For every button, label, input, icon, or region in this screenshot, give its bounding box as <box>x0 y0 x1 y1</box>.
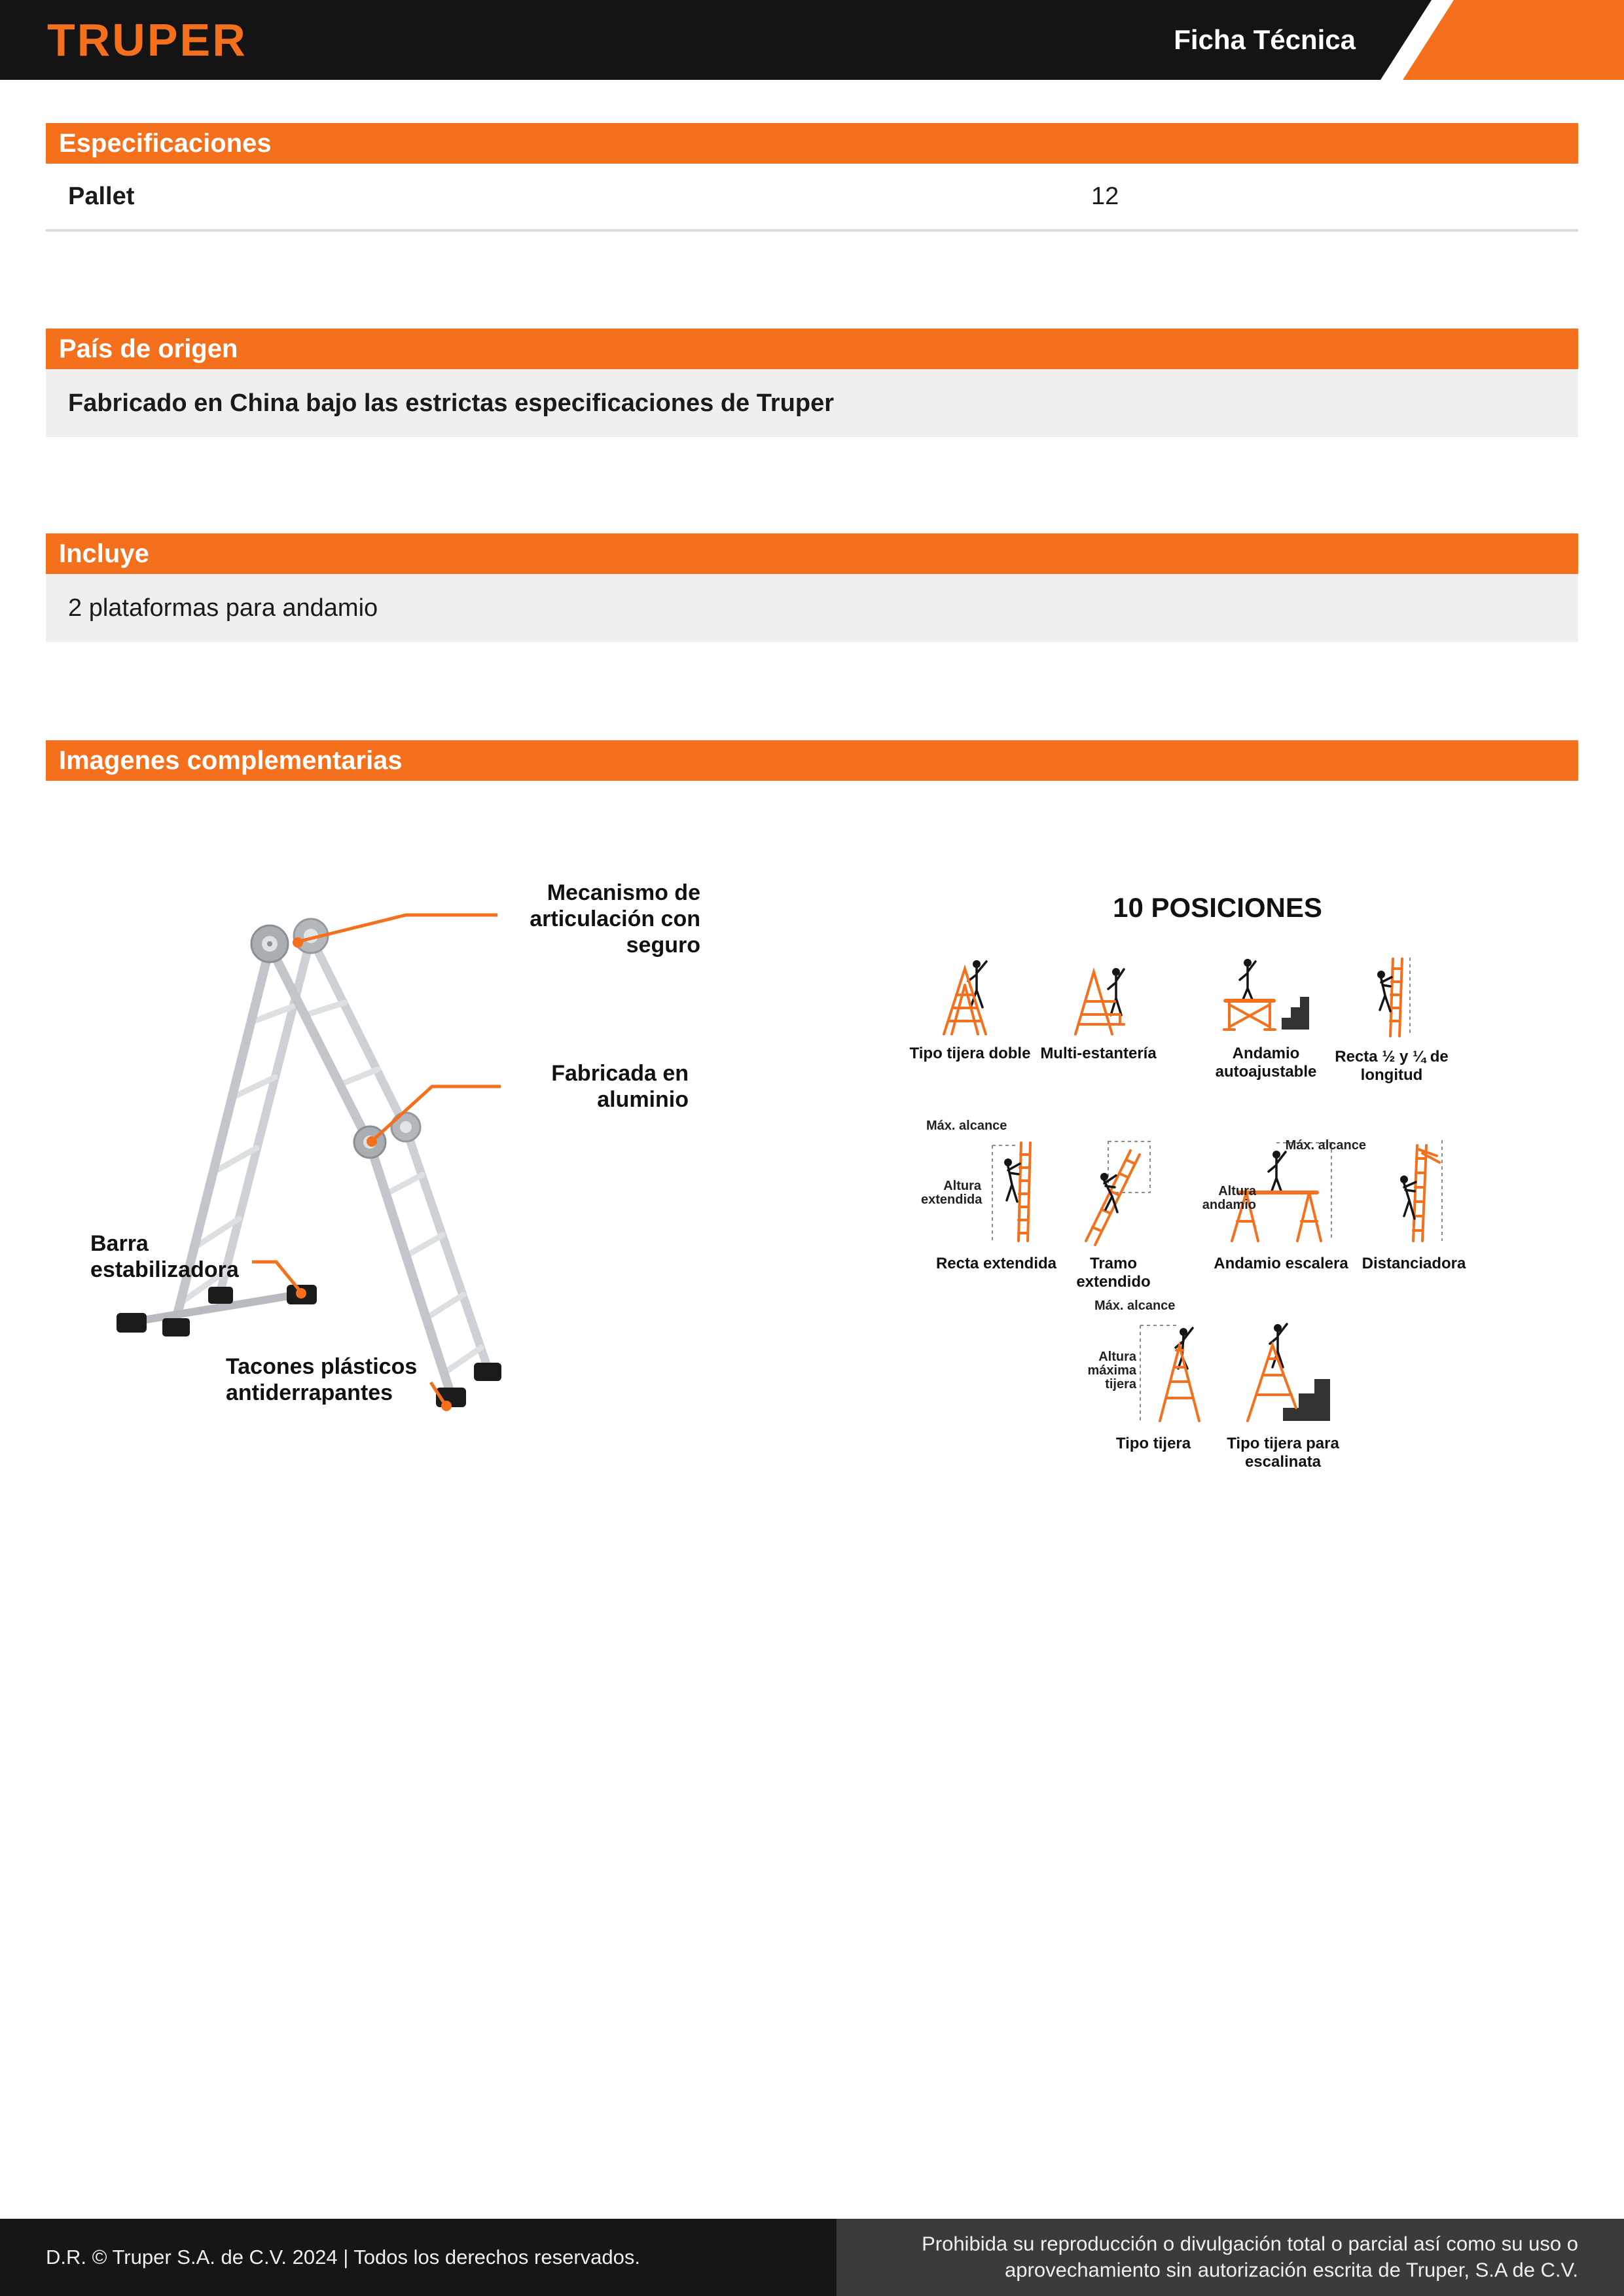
document-title: Ficha Técnica <box>1174 24 1356 55</box>
position-label: Distanciadora <box>1362 1255 1466 1272</box>
position-andamio-escalera <box>1196 1119 1366 1273</box>
position-recta-mitad <box>1323 952 1460 1084</box>
footer-legal-line2: aprovechamiento sin autorización escrita de Truper, S.A de C.V. <box>1005 2259 1578 2282</box>
position-andamio-autoajustable <box>1197 952 1335 1081</box>
position-tipo-tijera-doble <box>908 952 1032 1063</box>
includes-row <box>46 574 1578 642</box>
position-label: Tramo extendido <box>1076 1255 1151 1291</box>
includes-text: 2 plataformas para andamio <box>68 594 378 622</box>
origin-text: Fabricado en China bajo las estrictas especificaciones de Truper <box>68 389 834 417</box>
position-label: Recta ½ y ¼ de longitud <box>1335 1048 1449 1084</box>
annotation-altura-maxima-tijera: Altura máxima tijera <box>1087 1350 1136 1391</box>
section-header-pais-de-origen <box>46 329 1578 369</box>
annotation-altura-andamio: Altura andamio <box>1202 1184 1256 1212</box>
position-icon-recta-mitad <box>1352 952 1431 1044</box>
footer-legal-line1: Prohibida su reproducción o divulgación total o parcial así como su uso o <box>922 2232 1578 2255</box>
origin-row <box>46 369 1578 437</box>
top-header-bar <box>0 0 1624 80</box>
section-title: Imagenes complementarias <box>59 745 403 775</box>
section-header-imagenes <box>46 740 1578 781</box>
position-icon-tramo-extendido <box>1068 1136 1159 1251</box>
position-label: Tipo tijera doble <box>909 1045 1031 1062</box>
annotation-max-alcance: Máx. alcance <box>1285 1138 1366 1153</box>
ladder-illustration <box>39 864 772 1466</box>
section-header-especificaciones <box>46 123 1578 164</box>
position-icon-recta-extendida <box>970 1136 1062 1251</box>
footer-bar <box>0 2219 1624 2296</box>
positions-panel <box>890 880 1545 1469</box>
annotation-max-alcance: Máx. alcance <box>926 1119 1007 1133</box>
callout-mecanismo: Mecanismo de articulación con seguro <box>530 880 700 958</box>
section-title: País de origen <box>59 334 238 363</box>
footer-legal <box>922 2231 1578 2284</box>
position-icon-tipo-tijera-escalinata <box>1231 1316 1335 1431</box>
position-icon-multi-estanteria <box>1056 952 1141 1041</box>
position-label: Andamio escalera <box>1214 1255 1348 1272</box>
position-label: Tipo tijera para escalinata <box>1227 1435 1339 1471</box>
position-icon-distanciadora <box>1371 1136 1456 1251</box>
callout-tacones: Tacones plásticos antiderrapantes <box>226 1354 418 1406</box>
spec-row-pallet <box>46 164 1578 232</box>
callout-barra-estabilizadora: Barra estabilizadora <box>90 1231 239 1283</box>
footer-copyright: D.R. © Truper S.A. de C.V. 2024 | Todos los derechos reservados. <box>46 2246 640 2269</box>
truper-logo: TRUPER <box>47 14 247 65</box>
position-tipo-tijera <box>1081 1299 1225 1453</box>
position-label: Recta extendida <box>935 1255 1057 1272</box>
position-icon-tipo-tijera-doble <box>928 952 1013 1041</box>
position-distanciadora <box>1352 1119 1476 1273</box>
position-recta-extendida <box>921 1119 1072 1273</box>
spec-label: Pallet <box>68 182 135 210</box>
position-label: Tipo tijera <box>1115 1435 1191 1452</box>
position-label: Andamio autoajustable <box>1215 1045 1317 1081</box>
position-tipo-tijera-escalinata <box>1218 1299 1348 1471</box>
position-icon-andamio-autoajustable <box>1214 952 1318 1041</box>
position-multi-estanteria <box>1033 952 1164 1063</box>
section-title: Incluye <box>59 539 149 568</box>
annotation-max-alcance: Máx. alcance <box>1094 1299 1176 1313</box>
annotation-altura-extendida: Altura extendida <box>921 1179 983 1207</box>
position-label: Multi-estantería <box>1040 1045 1157 1062</box>
section-header-incluye <box>46 533 1578 574</box>
section-title: Especificaciones <box>59 128 272 158</box>
callout-fabricada-aluminio: Fabricada en aluminio <box>551 1061 689 1113</box>
position-tramo-extendido <box>1051 1119 1176 1291</box>
positions-title: 10 POSICIONES <box>1113 892 1322 923</box>
spec-value: 12 <box>1091 182 1119 210</box>
